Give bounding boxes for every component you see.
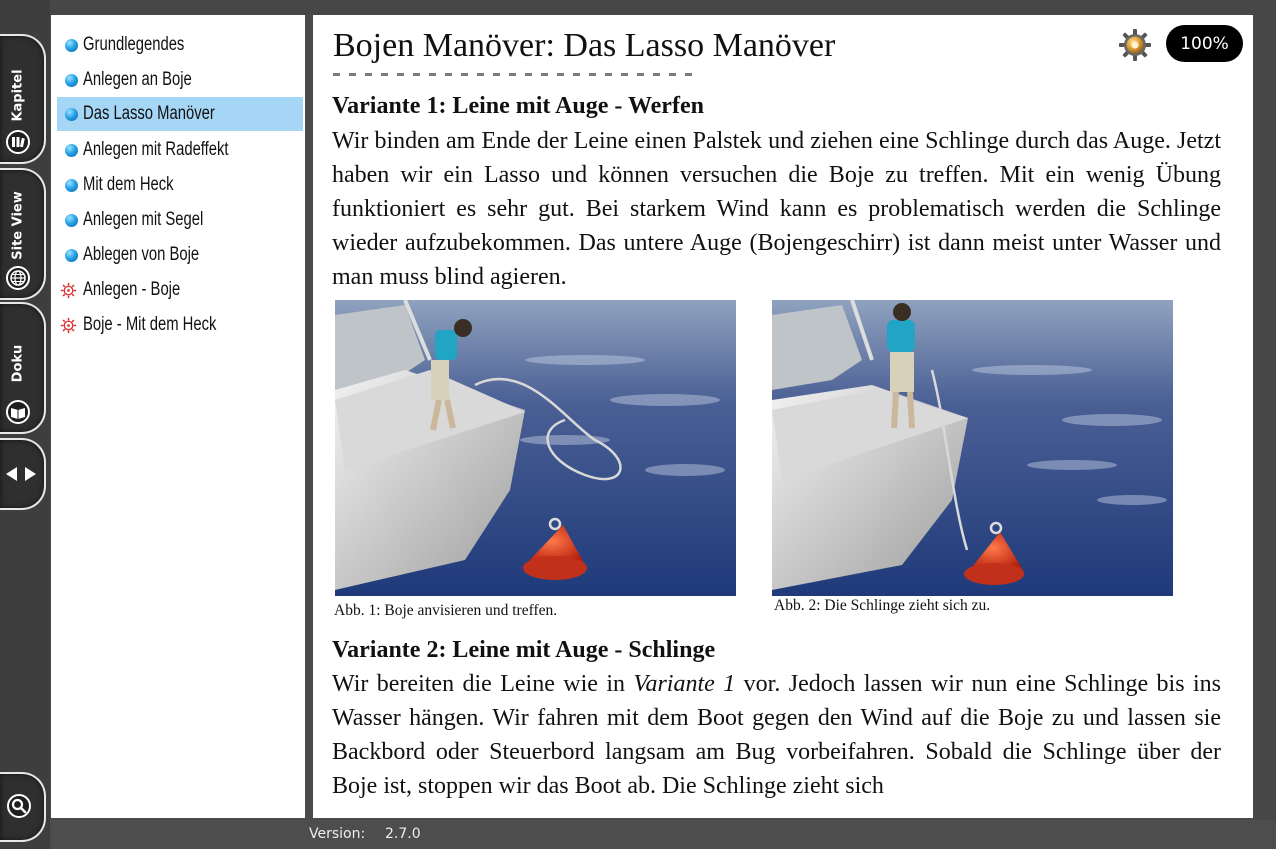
red-gear-icon bbox=[60, 282, 77, 299]
nav-item-label: Anlegen - Boje bbox=[83, 279, 181, 300]
nav-item-label: Anlegen an Boje bbox=[83, 69, 192, 90]
section-text-2-italic: Variante 1 bbox=[633, 671, 736, 697]
section-heading-2: Variante 2: Leine mit Auge - Schlinge bbox=[332, 637, 716, 663]
settings-gear-icon[interactable] bbox=[1117, 27, 1153, 63]
nav-item-anlegen-an-boje[interactable] bbox=[57, 63, 303, 97]
nav-item-label: Anlegen mit Radeffekt bbox=[83, 139, 229, 160]
window-right-edge bbox=[1253, 0, 1276, 849]
content-area bbox=[313, 15, 1253, 818]
search-button[interactable] bbox=[0, 772, 46, 842]
figure-2-caption: Abb. 2: Die Schlinge zieht sich zu. bbox=[774, 597, 991, 614]
nav-item-label: Boje - Mit dem Heck bbox=[83, 314, 217, 335]
book-icon bbox=[6, 400, 30, 424]
nav-item-anlegen-mit-radeffekt[interactable] bbox=[57, 133, 303, 167]
tab-site-view[interactable] bbox=[0, 168, 46, 300]
nav-item-anlegen-mit-segel[interactable] bbox=[57, 203, 303, 237]
nav-item-anlegen-boje[interactable] bbox=[57, 273, 303, 307]
status-bar bbox=[51, 820, 1276, 849]
nav-item-mit-dem-heck[interactable] bbox=[57, 168, 303, 202]
tab-doku-label: Doku bbox=[10, 344, 26, 383]
clipped-text-line bbox=[333, 69, 693, 77]
section-heading-1: Variante 1: Leine mit Auge - Werfen bbox=[332, 93, 704, 119]
nav-item-ablegen-von-boje[interactable] bbox=[57, 238, 303, 272]
section-text-2-part-2: vor. Jedoch lassen wir nun eine Schlinge bis ins Wasser hängen. Wir fahren mit dem Boot gegen den Wind auf die Boje zu und lassen sie Backbord oder Steuerbord langsam am Bug vorbeifahren. Sobald die Schlinge über der Boje ist, stoppen wir das Boot ab. Die Schlinge zieht sich bbox=[332, 671, 1221, 799]
globe-icon bbox=[6, 266, 30, 290]
tab-kapitel[interactable] bbox=[0, 34, 46, 164]
zoom-level-button[interactable]: 100% bbox=[1166, 25, 1243, 62]
toggle-panel-button[interactable] bbox=[0, 438, 46, 510]
tab-kapitel-label: Kapitel bbox=[10, 69, 26, 122]
chapter-nav bbox=[51, 15, 305, 818]
books-icon bbox=[6, 130, 30, 154]
tab-doku[interactable] bbox=[0, 302, 46, 434]
blue-bullet-icon bbox=[65, 74, 78, 87]
nav-item-grundlegendes[interactable] bbox=[57, 28, 303, 62]
figure-2-image bbox=[772, 300, 1173, 596]
nav-item-label: Ablegen von Boje bbox=[83, 244, 200, 265]
blue-bullet-icon bbox=[65, 108, 78, 121]
nav-item-label: Grundlegendes bbox=[83, 34, 185, 55]
blue-bullet-icon bbox=[65, 39, 78, 52]
blue-bullet-icon bbox=[65, 249, 78, 262]
red-gear-icon bbox=[60, 317, 77, 334]
tab-site-view-label: Site View bbox=[10, 191, 26, 260]
nav-item-das-lasso-manoever[interactable] bbox=[57, 97, 303, 131]
nav-item-label: Mit dem Heck bbox=[83, 174, 174, 195]
nav-item-boje-mit-dem-heck[interactable] bbox=[57, 308, 303, 342]
left-right-arrows-icon bbox=[4, 464, 38, 484]
section-text-1: Wir binden am Ende der Leine einen Palstek und ziehen eine Schlinge durch das Auge. Jetzt haben wir ein Lasso und können versuchen die Boje zu treffen. Mit ein wenig Übung funktioniert es sehr gut. Bei starkem Wind kann es problematisch werden die Schlinge wieder aufzubekommen. Das untere Auge (Bojengeschirr) ist dann meist unter Wasser und man muss blind agieren. bbox=[332, 128, 1221, 290]
blue-bullet-icon bbox=[65, 144, 78, 157]
nav-item-label: Das Lasso Manöver bbox=[83, 103, 215, 124]
figure-1-caption: Abb. 1: Boje anvisieren und treffen. bbox=[334, 602, 558, 619]
search-icon bbox=[7, 794, 31, 818]
section-text-2-part-1: Wir bereiten die Leine wie in bbox=[332, 671, 634, 697]
version-label: Version: bbox=[309, 826, 366, 842]
side-rail bbox=[0, 0, 50, 849]
window-top-edge bbox=[50, 0, 1276, 15]
blue-bullet-icon bbox=[65, 214, 78, 227]
version-value: 2.7.0 bbox=[385, 826, 421, 842]
section-text-2 bbox=[332, 667, 1221, 803]
page-title: Bojen Manöver: Das Lasso Manöver bbox=[333, 27, 836, 64]
blue-bullet-icon bbox=[65, 179, 78, 192]
nav-item-label: Anlegen mit Segel bbox=[83, 209, 204, 230]
figure-1-image bbox=[335, 300, 736, 596]
